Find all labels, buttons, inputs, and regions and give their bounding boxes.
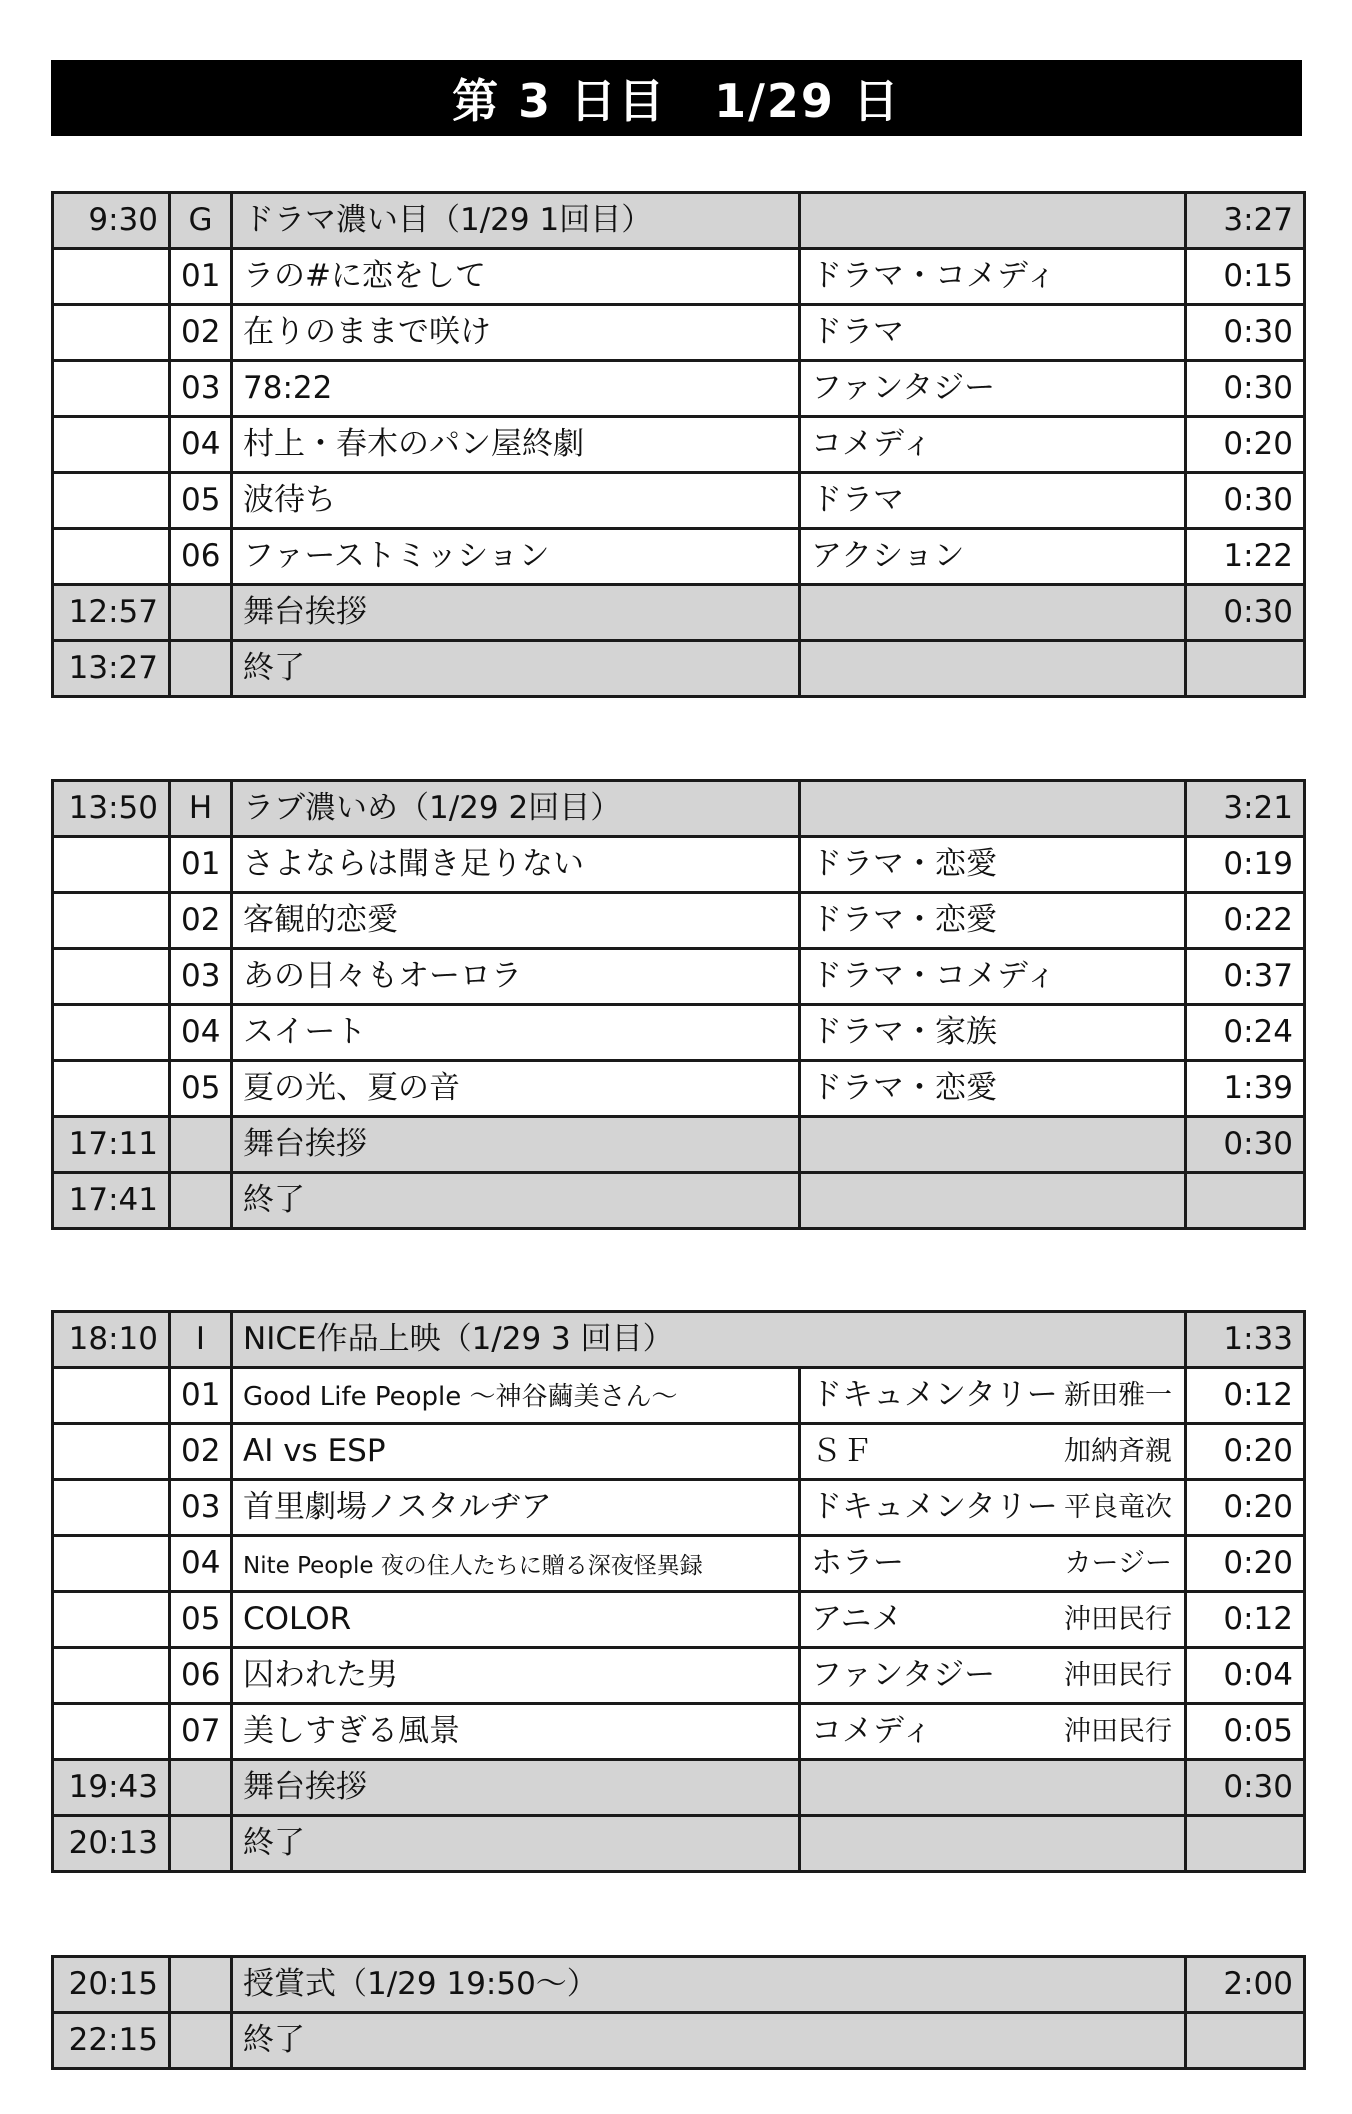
film-row bbox=[53, 1061, 1305, 1117]
film-row bbox=[53, 837, 1305, 893]
film-title: 美しすぎる風景 bbox=[232, 1704, 800, 1760]
film-genre: アクション bbox=[800, 529, 1186, 585]
end-row bbox=[53, 1816, 1305, 1872]
film-genre: ドラマ・家族 bbox=[800, 1005, 1186, 1061]
film-genre: ＳＦ bbox=[811, 1433, 873, 1469]
film-duration: 1:22 bbox=[1186, 529, 1305, 585]
film-title: Nite People 夜の住人たちに贈る深夜怪異録 bbox=[243, 1553, 703, 1579]
film-number: 06 bbox=[170, 1648, 232, 1704]
page-title: 第 3 日目 1/29 日 bbox=[51, 60, 1302, 136]
film-genre: ドキュメンタリー bbox=[811, 1489, 1058, 1525]
film-duration: 0:22 bbox=[1186, 893, 1305, 949]
film-duration: 0:20 bbox=[1186, 1424, 1305, 1480]
film-number: 04 bbox=[170, 1536, 232, 1592]
film-duration: 0:12 bbox=[1186, 1368, 1305, 1424]
end-label: 終了 bbox=[232, 1816, 800, 1872]
film-row bbox=[53, 249, 1305, 305]
empty-cell bbox=[53, 1061, 170, 1117]
film-director: 加納斉親 bbox=[1064, 1436, 1173, 1467]
greeting-time: 19:43 bbox=[53, 1760, 170, 1816]
film-genre: ファンタジー bbox=[800, 361, 1186, 417]
empty-cell bbox=[53, 1480, 170, 1536]
empty-cell bbox=[53, 893, 170, 949]
film-number: 04 bbox=[170, 417, 232, 473]
empty-cell bbox=[53, 1005, 170, 1061]
film-title: 客観的恋愛 bbox=[232, 893, 800, 949]
end-time: 17:41 bbox=[53, 1173, 170, 1229]
film-title: Good Life People ～神谷繭美さん～ bbox=[243, 1382, 678, 1412]
program-header-row bbox=[53, 1957, 1305, 2013]
end-time: 20:13 bbox=[53, 1816, 170, 1872]
film-number: 03 bbox=[170, 949, 232, 1005]
film-genre-cell bbox=[800, 1648, 1186, 1704]
start-time: 20:15 bbox=[53, 1957, 170, 2013]
film-title: ラの#に恋をして bbox=[232, 249, 800, 305]
film-title: 囚われた男 bbox=[232, 1648, 800, 1704]
end-row bbox=[53, 1173, 1305, 1229]
film-genre: ドラマ bbox=[800, 305, 1186, 361]
empty-cell bbox=[53, 1368, 170, 1424]
program-title: 授賞式（1/29 19:50～） bbox=[232, 1957, 1186, 2013]
greeting-duration: 0:30 bbox=[1186, 1117, 1305, 1173]
empty-cell bbox=[800, 1117, 1186, 1173]
empty-cell bbox=[53, 417, 170, 473]
greeting-label: 舞台挨拶 bbox=[232, 1117, 800, 1173]
greeting-duration: 0:30 bbox=[1186, 585, 1305, 641]
film-director: 新田雅一 bbox=[1064, 1380, 1173, 1411]
film-title: AI vs ESP bbox=[232, 1424, 800, 1480]
empty-cell bbox=[1186, 641, 1305, 697]
film-duration: 0:20 bbox=[1186, 1480, 1305, 1536]
film-number: 05 bbox=[170, 473, 232, 529]
film-number: 01 bbox=[170, 1368, 232, 1424]
film-genre: ドラマ bbox=[800, 473, 1186, 529]
empty-cell bbox=[53, 529, 170, 585]
film-title: 首里劇場ノスタルヂア bbox=[232, 1480, 800, 1536]
empty-cell bbox=[800, 193, 1186, 249]
film-duration: 1:39 bbox=[1186, 1061, 1305, 1117]
film-genre-cell bbox=[800, 1592, 1186, 1648]
empty-cell bbox=[53, 1704, 170, 1760]
film-number: 05 bbox=[170, 1592, 232, 1648]
film-row bbox=[53, 1648, 1305, 1704]
empty-cell bbox=[800, 1760, 1186, 1816]
program-header-row bbox=[53, 193, 1305, 249]
film-row bbox=[53, 893, 1305, 949]
empty-cell bbox=[170, 1816, 232, 1872]
greeting-time: 17:11 bbox=[53, 1117, 170, 1173]
stage-greeting-row bbox=[53, 1117, 1305, 1173]
film-genre: コメディ bbox=[800, 417, 1186, 473]
film-duration: 0:05 bbox=[1186, 1704, 1305, 1760]
empty-cell bbox=[170, 1760, 232, 1816]
film-genre: ドラマ・コメディ bbox=[800, 949, 1186, 1005]
end-label: 終了 bbox=[232, 641, 800, 697]
film-row bbox=[53, 1368, 1305, 1424]
empty-cell bbox=[53, 949, 170, 1005]
film-genre-cell bbox=[800, 1480, 1186, 1536]
start-time: 13:50 bbox=[53, 781, 170, 837]
film-duration: 0:30 bbox=[1186, 473, 1305, 529]
empty-cell bbox=[53, 1424, 170, 1480]
film-title: さよならは聞き足りない bbox=[232, 837, 800, 893]
film-duration: 0:24 bbox=[1186, 1005, 1305, 1061]
program-title: ドラマ濃い目（1/29 1回目） bbox=[232, 193, 800, 249]
program-duration: 1:33 bbox=[1186, 1312, 1305, 1368]
film-number: 02 bbox=[170, 305, 232, 361]
film-duration: 0:37 bbox=[1186, 949, 1305, 1005]
film-duration: 0:04 bbox=[1186, 1648, 1305, 1704]
empty-cell bbox=[800, 641, 1186, 697]
film-row bbox=[53, 1480, 1305, 1536]
end-row bbox=[53, 641, 1305, 697]
empty-cell bbox=[53, 361, 170, 417]
film-genre: ドキュメンタリー bbox=[811, 1377, 1058, 1413]
end-time: 13:27 bbox=[53, 641, 170, 697]
film-duration: 0:19 bbox=[1186, 837, 1305, 893]
film-number: 03 bbox=[170, 1480, 232, 1536]
film-number: 02 bbox=[170, 1424, 232, 1480]
film-row bbox=[53, 473, 1305, 529]
empty-cell bbox=[170, 1117, 232, 1173]
film-duration: 0:20 bbox=[1186, 417, 1305, 473]
film-title: 村上・春木のパン屋終劇 bbox=[232, 417, 800, 473]
program-duration: 2:00 bbox=[1186, 1957, 1305, 2013]
end-label: 終了 bbox=[232, 2013, 1186, 2069]
start-time: 18:10 bbox=[53, 1312, 170, 1368]
film-number: 06 bbox=[170, 529, 232, 585]
empty-cell bbox=[53, 305, 170, 361]
film-genre: アニメ bbox=[811, 1601, 903, 1637]
empty-cell bbox=[170, 1173, 232, 1229]
empty-cell bbox=[170, 585, 232, 641]
film-genre: コメディ bbox=[811, 1713, 933, 1749]
film-genre: ホラー bbox=[811, 1545, 904, 1581]
empty-cell bbox=[53, 1592, 170, 1648]
greeting-time: 12:57 bbox=[53, 585, 170, 641]
film-genre: ドラマ・コメディ bbox=[800, 249, 1186, 305]
film-director: 沖田民行 bbox=[1064, 1604, 1173, 1635]
program-header-row bbox=[53, 1312, 1305, 1368]
film-row bbox=[53, 1704, 1305, 1760]
film-director: 沖田民行 bbox=[1064, 1716, 1173, 1747]
film-genre: ドラマ・恋愛 bbox=[800, 837, 1186, 893]
empty-cell bbox=[53, 837, 170, 893]
film-row bbox=[53, 1536, 1305, 1592]
film-title: ファーストミッション bbox=[232, 529, 800, 585]
film-title-cell bbox=[232, 1368, 800, 1424]
greeting-label: 舞台挨拶 bbox=[232, 585, 800, 641]
program-header-row bbox=[53, 781, 1305, 837]
start-time: 9:30 bbox=[53, 193, 170, 249]
empty-cell bbox=[170, 2013, 232, 2069]
film-number: 01 bbox=[170, 249, 232, 305]
end-row bbox=[53, 2013, 1305, 2069]
film-row bbox=[53, 949, 1305, 1005]
program-code: G bbox=[170, 193, 232, 249]
program-code: H bbox=[170, 781, 232, 837]
end-label: 終了 bbox=[232, 1173, 800, 1229]
program-title: ラブ濃いめ（1/29 2回目） bbox=[232, 781, 800, 837]
empty-cell bbox=[53, 249, 170, 305]
film-director: カージー bbox=[1064, 1548, 1173, 1579]
empty-cell bbox=[170, 1957, 232, 2013]
program-code: I bbox=[170, 1312, 232, 1368]
film-title: 波待ち bbox=[232, 473, 800, 529]
empty-cell bbox=[1186, 1816, 1305, 1872]
end-time: 22:15 bbox=[53, 2013, 170, 2069]
film-title: 78:22 bbox=[232, 361, 800, 417]
film-row bbox=[53, 361, 1305, 417]
film-row bbox=[53, 1424, 1305, 1480]
film-row bbox=[53, 1592, 1305, 1648]
film-number: 02 bbox=[170, 893, 232, 949]
film-title: あの日々もオーロラ bbox=[232, 949, 800, 1005]
empty-cell bbox=[53, 1536, 170, 1592]
empty-cell bbox=[800, 585, 1186, 641]
film-row bbox=[53, 305, 1305, 361]
film-title: COLOR bbox=[232, 1592, 800, 1648]
film-duration: 0:30 bbox=[1186, 305, 1305, 361]
film-title: スイート bbox=[232, 1005, 800, 1061]
film-director: 平良竜次 bbox=[1064, 1492, 1173, 1523]
empty-cell bbox=[800, 1173, 1186, 1229]
film-genre: ドラマ・恋愛 bbox=[800, 893, 1186, 949]
film-director: 沖田民行 bbox=[1064, 1660, 1173, 1691]
program-duration: 3:27 bbox=[1186, 193, 1305, 249]
film-genre: ファンタジー bbox=[811, 1657, 996, 1693]
empty-cell bbox=[170, 641, 232, 697]
film-genre-cell bbox=[800, 1368, 1186, 1424]
film-number: 07 bbox=[170, 1704, 232, 1760]
schedule-block-h bbox=[51, 779, 1306, 1230]
greeting-duration: 0:30 bbox=[1186, 1760, 1305, 1816]
film-genre: ドラマ・恋愛 bbox=[800, 1061, 1186, 1117]
stage-greeting-row bbox=[53, 585, 1305, 641]
film-title-cell bbox=[232, 1536, 800, 1592]
empty-cell bbox=[1186, 1173, 1305, 1229]
program-duration: 3:21 bbox=[1186, 781, 1305, 837]
film-number: 01 bbox=[170, 837, 232, 893]
film-genre-cell bbox=[800, 1704, 1186, 1760]
film-row bbox=[53, 417, 1305, 473]
program-title: NICE作品上映（1/29 3 回目） bbox=[232, 1312, 1186, 1368]
empty-cell bbox=[53, 473, 170, 529]
film-duration: 0:30 bbox=[1186, 361, 1305, 417]
film-genre-cell bbox=[800, 1536, 1186, 1592]
schedule-block-i bbox=[51, 1310, 1306, 1873]
empty-cell bbox=[800, 1816, 1186, 1872]
film-title: 夏の光、夏の音 bbox=[232, 1061, 800, 1117]
film-duration: 0:20 bbox=[1186, 1536, 1305, 1592]
schedule-block-awards bbox=[51, 1955, 1306, 2070]
empty-cell bbox=[1186, 2013, 1305, 2069]
film-row bbox=[53, 529, 1305, 585]
film-number: 04 bbox=[170, 1005, 232, 1061]
film-duration: 0:15 bbox=[1186, 249, 1305, 305]
film-genre-cell bbox=[800, 1424, 1186, 1480]
greeting-label: 舞台挨拶 bbox=[232, 1760, 800, 1816]
empty-cell bbox=[53, 1648, 170, 1704]
film-title: 在りのままで咲け bbox=[232, 305, 800, 361]
film-duration: 0:12 bbox=[1186, 1592, 1305, 1648]
film-row bbox=[53, 1005, 1305, 1061]
film-number: 03 bbox=[170, 361, 232, 417]
schedule-block-g bbox=[51, 191, 1306, 698]
stage-greeting-row bbox=[53, 1760, 1305, 1816]
film-number: 05 bbox=[170, 1061, 232, 1117]
empty-cell bbox=[800, 781, 1186, 837]
